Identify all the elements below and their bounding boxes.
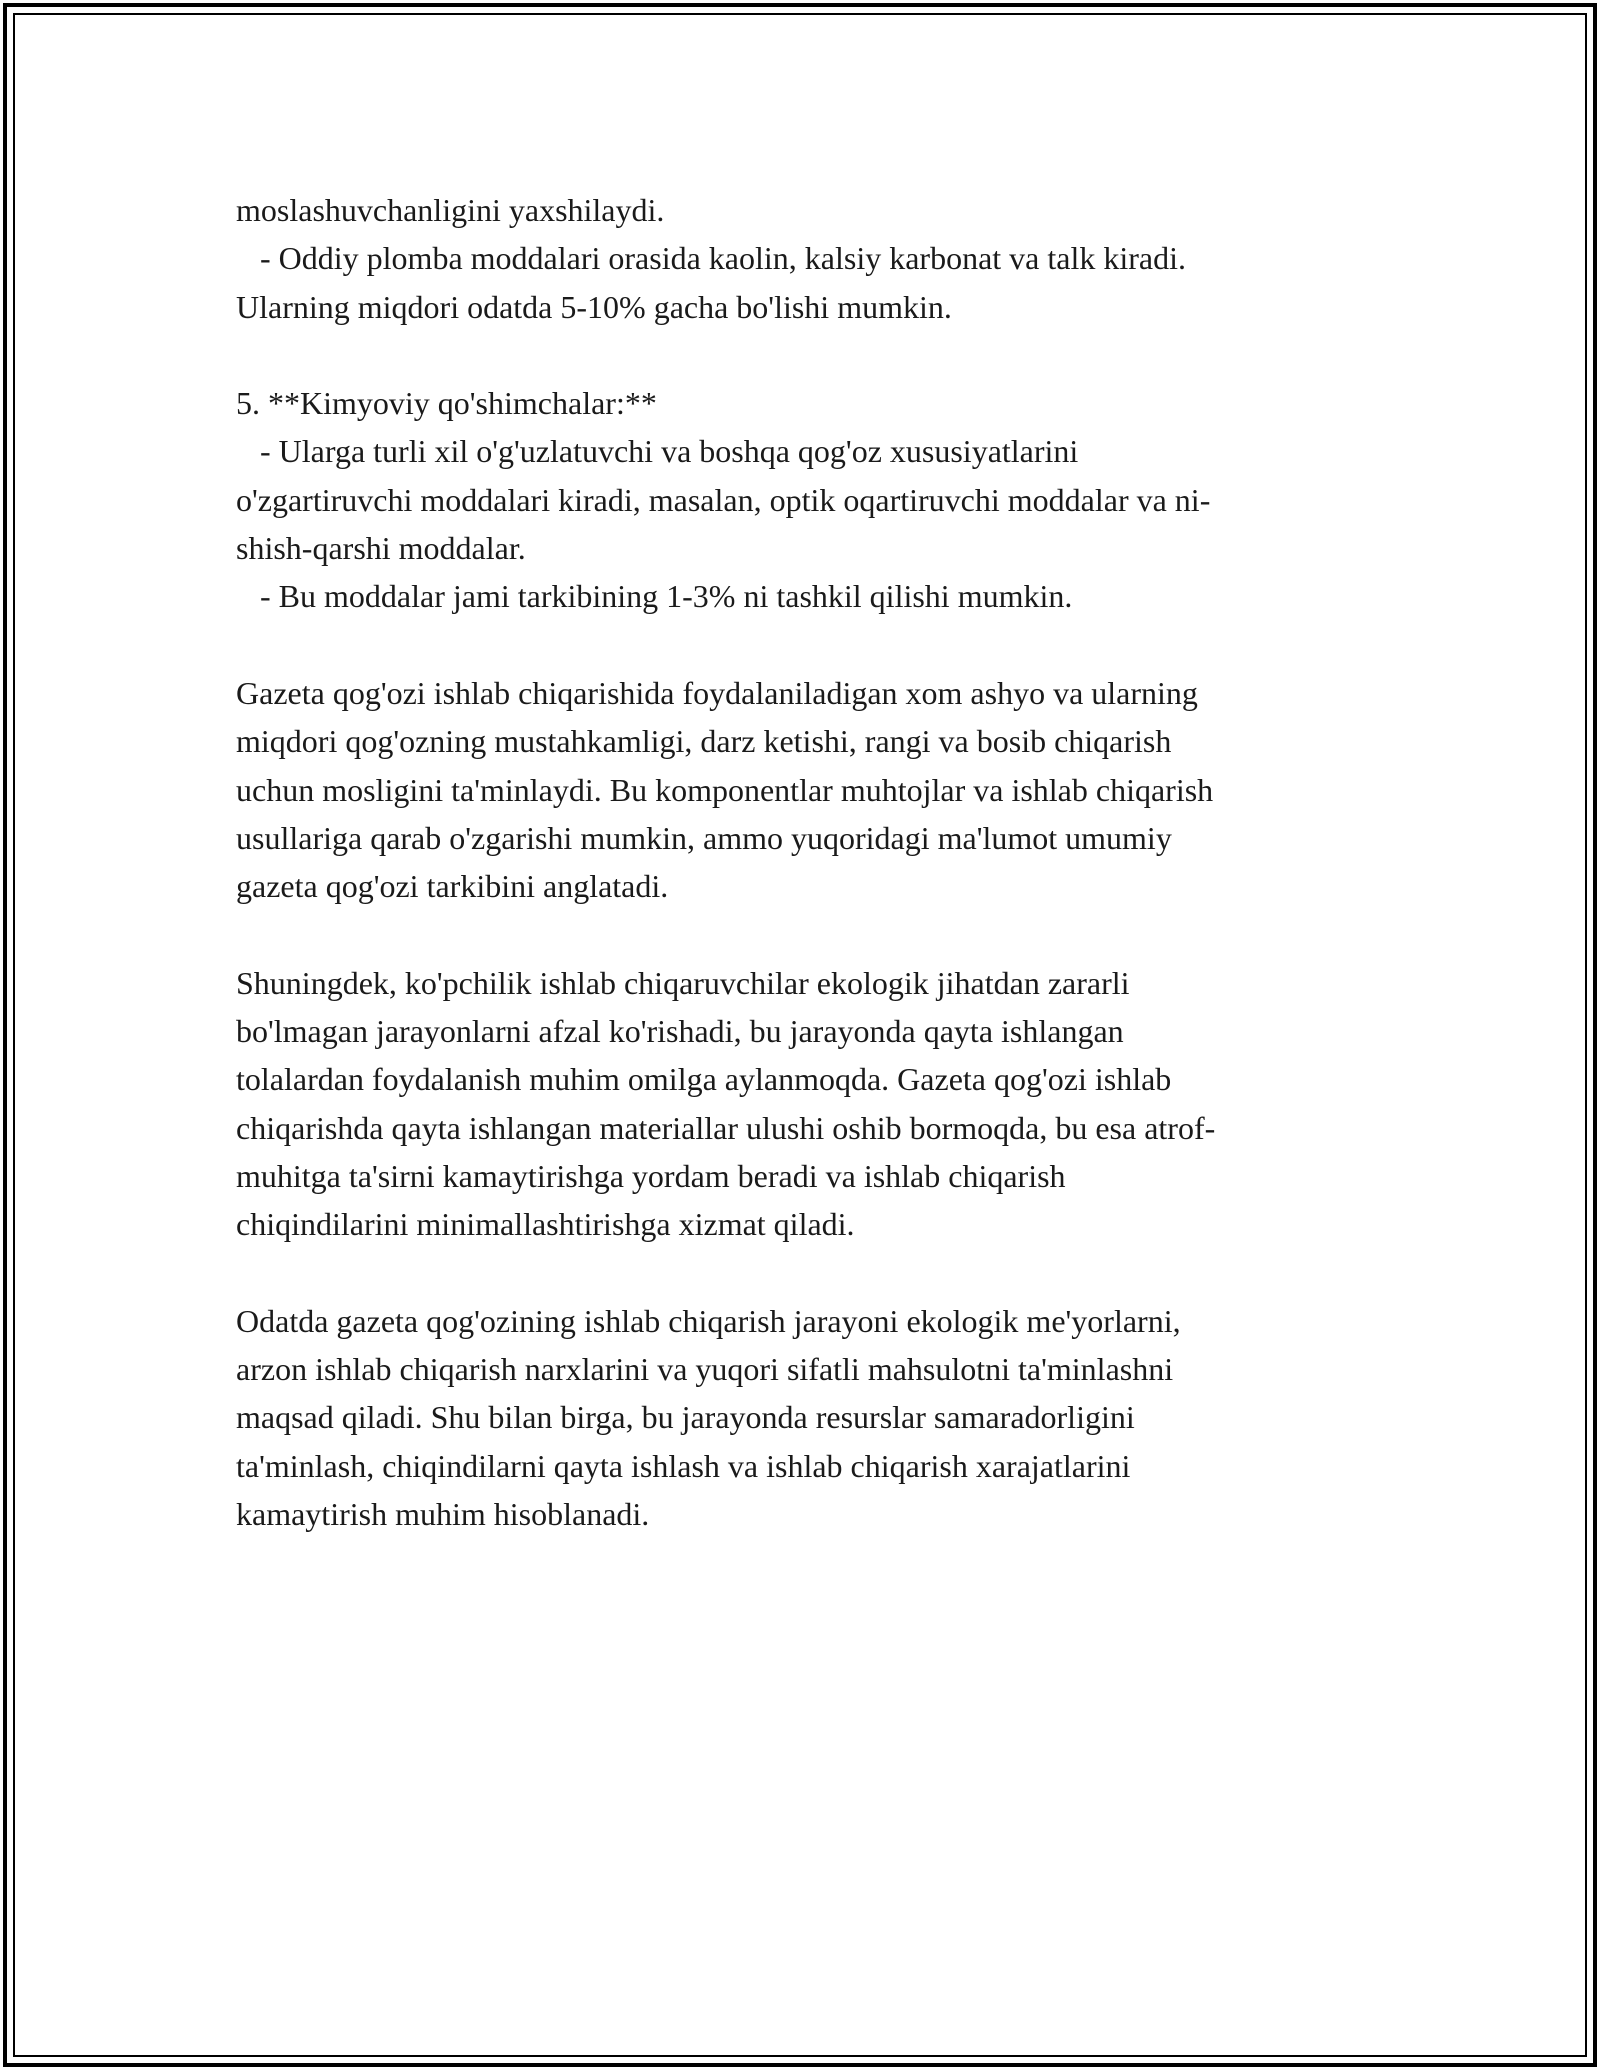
list-item-additives-share: - Bu moddalar jami tarkibining 1-3% ni tashkil qilishi mumkin.: [236, 578, 1073, 615]
list-item-additives: - Ularga turli xil o'g'uzlatuvchi va boshqa qog'oz xususiyatlarini: [236, 433, 1079, 470]
paragraph-line: tolalardan foydalanish muhim omilga aylanmoqda. Gazeta qog'ozi ishlab: [236, 1061, 1172, 1098]
paragraph-line: Odatda gazeta qog'ozining ishlab chiqarish jarayoni ekologik me'yorlarni,: [236, 1302, 1181, 1339]
list-item-fillers: - Oddiy plomba moddalari orasida kaolin, kalsiy karbonat va talk kiradi.: [236, 240, 1186, 277]
paragraph-line: usullariga qarab o'zgarishi mumkin, ammo yuqoridagi ma'lumot umumiy: [236, 819, 1172, 856]
paragraph-line: maqsad qiladi. Shu bilan birga, bu jarayonda resurslar samaradorligini: [236, 1399, 1135, 1436]
text-line: moslashuvchanligini yaxshilaydi.: [236, 192, 665, 228]
paragraph-line: ta'minlash, chiqindilarni qayta ishlash va ishlab chiqarish xarajatlarini: [236, 1447, 1131, 1484]
paragraph-gap: [236, 621, 1366, 669]
paragraph-line: Shuningdek, ko'pchilik ishlab chiqaruvchilar ekologik jihatdan zararli: [236, 964, 1130, 1001]
paragraph-line: muhitga ta'sirni kamaytirishga yordam beradi va ishlab chiqarish: [236, 1157, 1066, 1194]
paragraph-line: kamaytirish muhim hisoblanadi.: [236, 1496, 650, 1533]
paragraph-line: Gazeta qog'ozi ishlab chiqarishida foydalaniladigan xom ashyo va ularning: [236, 674, 1198, 711]
paragraph-line: uchun mosligini ta'minlaydi. Bu komponentlar muhtojlar va ishlab chiqarish: [236, 771, 1214, 808]
paragraph-line: bo'lmagan jarayonlarni afzal ko'rishadi, bu jarayonda qayta ishlangan: [236, 1013, 1124, 1050]
paragraph-line: gazeta qog'ozi tarkibini anglatadi.: [236, 868, 669, 905]
document-body: [236, 186, 1366, 1538]
text-line: Ularning miqdori odatda 5-10% gacha bo'lishi mumkin.: [236, 288, 952, 325]
paragraph-gap: [236, 1249, 1366, 1297]
paragraph-gap: [236, 331, 1366, 379]
paragraph-line: arzon ishlab chiqarish narxlarini va yuqori sifatli mahsulotni ta'minlashni: [236, 1351, 1174, 1388]
text-line: o'zgartiruvchi moddalari kiradi, masalan, optik oqartiruvchi moddalar va ni-: [236, 481, 1211, 518]
paragraph-line: chiqindilarini minimallashtirishga xizmat qiladi.: [236, 1206, 855, 1243]
paragraph-line: chiqarishda qayta ishlangan materiallar ulushi oshib bormoqda, bu esa atrof-: [236, 1109, 1216, 1146]
paragraph-line: miqdori qog'ozning mustahkamligi, darz ketishi, rangi va bosib chiqarish: [236, 723, 1172, 760]
section-heading-chemical-additives: 5. **Kimyoviy qo'shimchalar:**: [236, 385, 657, 422]
paragraph-gap: [236, 910, 1366, 958]
text-line: shish-qarshi moddalar.: [236, 530, 526, 567]
